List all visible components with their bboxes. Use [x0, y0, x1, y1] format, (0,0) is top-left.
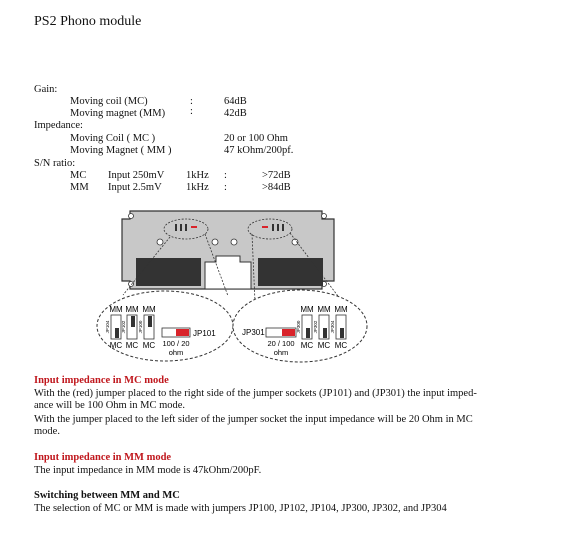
left-jp-2: JP102: [121, 320, 126, 334]
right-mc-3: MC: [334, 341, 348, 350]
imp-mc-value: 20 or 100 Ohm: [224, 133, 288, 144]
left-mm-3: MM: [142, 305, 156, 314]
mc-paragraph-1: [34, 388, 554, 412]
sn-mc-type: MC: [70, 170, 87, 181]
switching-heading: Switching between MM and MC: [34, 490, 180, 501]
zoom-left: [97, 291, 233, 361]
right-mm-1: MM: [300, 305, 314, 314]
sn-mm-input: Input 2.5mV: [108, 182, 162, 193]
sn-mm-freq: 1kHz: [186, 182, 209, 193]
page-title: PS2 Phono module: [34, 14, 142, 29]
mm-heading: Input impedance in MM mode: [34, 452, 172, 463]
sn-mc-value: >72dB: [262, 170, 291, 181]
right-mc-1: MC: [300, 341, 314, 350]
right-mm-2: MM: [317, 305, 331, 314]
mc-p1-line1: With the (red) jumper placed to the right side of the jumper sockets (JP101) and (JP301) the input imped-: [34, 388, 477, 399]
right-jp-main: JP301: [242, 328, 265, 337]
right-mc-2: MC: [317, 341, 331, 350]
right-jp-2: JP302: [313, 320, 318, 334]
left-mc-3: MC: [142, 341, 156, 350]
left-mc-2: MC: [125, 341, 139, 350]
switching-paragraph: The selection of MC or MM is made with jumpers JP100, JP102, JP104, JP300, JP302, and JP304: [34, 503, 447, 514]
mm-paragraph: The input impedance in MM mode is 47kOhm/200pF.: [34, 465, 262, 476]
sn-mc-input: Input 250mV: [108, 170, 165, 181]
left-mc-1: MC: [109, 341, 123, 350]
mc-paragraph-2: [34, 414, 554, 438]
sn-mm-value: >84dB: [262, 182, 291, 193]
sn-mc-freq: 1kHz: [186, 170, 209, 181]
mc-p1-line2: ance will be 100 Ohm in MC mode.: [34, 400, 186, 411]
left-ohm-line2: ohm: [168, 348, 184, 357]
gain-mc-value: 64dB: [224, 96, 247, 107]
mc-heading: Input impedance in MC mode: [34, 375, 169, 386]
zoom-right: [233, 290, 367, 362]
left-mm-2: MM: [125, 305, 139, 314]
left-jp-1: JP104: [105, 320, 110, 334]
left-ohm-line1: 100 / 20: [162, 339, 190, 348]
imp-mc-label: Moving Coil ( MC ): [70, 133, 156, 144]
left-jp-3: JP100: [138, 320, 143, 334]
gain-mm-label: Moving magnet (MM): [70, 108, 166, 119]
left-jp-main: JP101: [193, 329, 216, 338]
right-jp-3: JP304: [330, 320, 335, 334]
right-mm-3: MM: [334, 305, 348, 314]
imp-mm-value: 47 kOhm/200pf.: [224, 145, 294, 156]
mc-p2-line1: With the jumper placed to the left sider of the jumper socket the input impedance will be 20 Ohm in MC: [34, 414, 473, 425]
sn-mc-colon: :: [224, 170, 227, 181]
gain-mc-colon: :: [190, 96, 193, 107]
sn-mm-colon: :: [224, 182, 227, 193]
impedance-label: Impedance:: [34, 120, 83, 131]
gain-mm-colon: :: [190, 106, 193, 117]
right-ohm-line1: 20 / 100: [267, 339, 295, 348]
sn-mm-type: MM: [70, 182, 89, 193]
sn-label: S/N ratio:: [34, 158, 76, 169]
gain-mm-value: 42dB: [224, 108, 247, 119]
circuit-board: [122, 211, 334, 289]
left-mm-1: MM: [109, 305, 123, 314]
mc-p2-line2: mode.: [34, 426, 60, 437]
gain-mc-label: Moving coil (MC): [70, 96, 148, 107]
right-jp-1: JP300: [296, 320, 301, 334]
right-ohm-line2: ohm: [273, 348, 289, 357]
gain-label: Gain:: [34, 84, 58, 95]
imp-mm-label: Moving Magnet ( MM ): [70, 145, 172, 156]
